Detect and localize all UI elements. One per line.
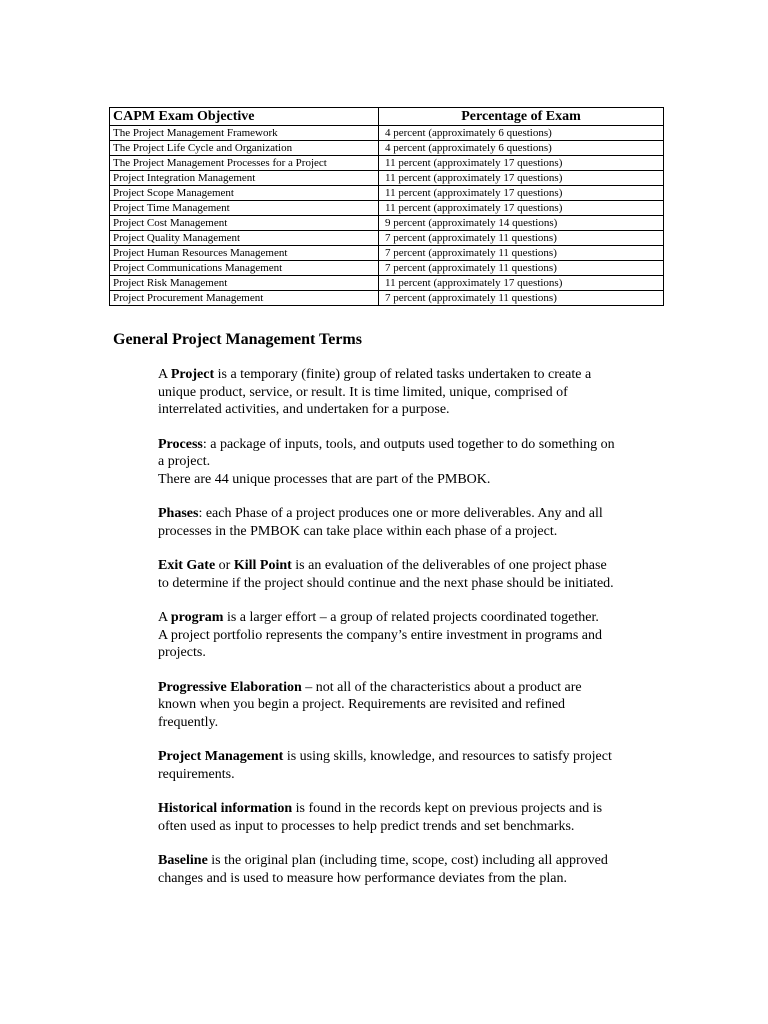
objective-cell: The Project Management Processes for a Project bbox=[110, 156, 379, 171]
table-row bbox=[110, 186, 664, 201]
percentage-cell: 11 percent (approximately 17 questions) bbox=[379, 201, 664, 216]
term-line bbox=[158, 575, 658, 593]
objective-cell: Project Risk Management bbox=[110, 276, 379, 291]
table-row bbox=[110, 246, 664, 261]
capm-exam-objectives-table bbox=[109, 107, 664, 306]
term-keyword: Phases bbox=[158, 506, 199, 521]
percentage-cell: 4 percent (approximately 6 questions) bbox=[379, 126, 664, 141]
term-keyword: Baseline bbox=[158, 853, 208, 868]
percentage-cell: 11 percent (approximately 17 questions) bbox=[379, 156, 664, 171]
term-paragraph bbox=[158, 366, 658, 419]
header-percentage-of-exam: Percentage of Exam bbox=[379, 108, 664, 126]
percentage-cell: 7 percent (approximately 11 questions) bbox=[379, 291, 664, 306]
percentage-cell: 11 percent (approximately 17 questions) bbox=[379, 171, 664, 186]
term-line bbox=[158, 609, 658, 627]
term-text: – not all of the characteristics about a product are bbox=[301, 679, 582, 695]
term-text: There are 44 unique processes that are part of the PMBOK. bbox=[158, 471, 491, 487]
term-text: processes in the PMBOK can take place within each phase of a project. bbox=[158, 523, 558, 539]
table-row bbox=[110, 231, 664, 246]
percentage-cell: 7 percent (approximately 11 questions) bbox=[379, 261, 664, 276]
term-text: unique product, service, or result. It is time limited, unique, comprised of bbox=[158, 384, 568, 400]
term-text: A bbox=[158, 367, 171, 382]
term-text: known when you begin a project. Requirements are revisited and refined bbox=[158, 697, 566, 712]
term-line bbox=[158, 436, 658, 454]
term-line bbox=[158, 384, 658, 402]
objective-cell: Project Integration Management bbox=[110, 171, 379, 186]
terms-list bbox=[158, 366, 658, 904]
term-keyword: Kill Point bbox=[233, 558, 292, 573]
table-row bbox=[110, 171, 664, 186]
term-text: is using skills, knowledge, and resources to satisfy project bbox=[283, 749, 612, 764]
table-header-row bbox=[110, 108, 664, 126]
term-paragraph bbox=[158, 800, 658, 835]
term-text: is the original plan (including time, scope, cost) including all approved bbox=[207, 853, 608, 868]
term-text: is an evaluation of the deliverables of one project phase bbox=[291, 558, 607, 573]
term-text: changes and is used to measure how performance deviates from the plan. bbox=[158, 870, 567, 886]
table-row bbox=[110, 201, 664, 216]
percentage-cell: 9 percent (approximately 14 questions) bbox=[379, 216, 664, 231]
term-line bbox=[158, 870, 658, 888]
table-row bbox=[110, 141, 664, 156]
term-paragraph bbox=[158, 609, 658, 662]
term-line bbox=[158, 557, 658, 575]
section-title: General Project Management Terms bbox=[113, 331, 362, 348]
term-text: to determine if the project should continue and the next phase should be initiated. bbox=[158, 575, 614, 591]
table-row bbox=[110, 276, 664, 291]
term-text: a project. bbox=[158, 454, 211, 469]
term-paragraph bbox=[158, 852, 658, 887]
term-line bbox=[158, 800, 658, 818]
term-keyword: Project Management bbox=[158, 749, 284, 764]
term-line bbox=[158, 401, 658, 419]
objective-cell: Project Communications Management bbox=[110, 261, 379, 276]
table-row bbox=[110, 216, 664, 231]
term-text: : a package of inputs, tools, and outputs used together to do something on bbox=[202, 436, 615, 452]
term-line bbox=[158, 644, 658, 662]
term-text: requirements. bbox=[158, 766, 235, 782]
term-line bbox=[158, 627, 658, 645]
objective-cell: The Project Management Framework bbox=[110, 126, 379, 141]
term-text: is found in the records kept on previous projects and is bbox=[292, 801, 603, 816]
term-text: A bbox=[158, 610, 171, 625]
term-line bbox=[158, 453, 658, 471]
term-text: A project portfolio represents the company’s entire investment in programs and bbox=[158, 627, 602, 643]
term-keyword: Project bbox=[170, 367, 215, 382]
term-keyword: Progressive Elaboration bbox=[158, 679, 302, 695]
term-keyword: Process bbox=[158, 436, 203, 452]
term-paragraph bbox=[158, 748, 658, 783]
term-line bbox=[158, 523, 658, 541]
objective-cell: Project Time Management bbox=[110, 201, 379, 216]
term-line bbox=[158, 471, 658, 489]
term-text: is a temporary (finite) group of related tasks undertaken to create a bbox=[214, 367, 592, 382]
term-paragraph bbox=[158, 505, 658, 540]
term-line bbox=[158, 818, 658, 836]
table-row bbox=[110, 156, 664, 171]
term-keyword: Exit Gate bbox=[158, 558, 216, 573]
term-text: or bbox=[215, 558, 234, 573]
percentage-cell: 7 percent (approximately 11 questions) bbox=[379, 246, 664, 261]
term-line bbox=[158, 748, 658, 766]
term-line bbox=[158, 696, 658, 714]
objective-cell: Project Procurement Management bbox=[110, 291, 379, 306]
table-row bbox=[110, 291, 664, 306]
term-text: : each Phase of a project produces one or more deliverables. Any and all bbox=[198, 506, 603, 521]
percentage-cell: 11 percent (approximately 17 questions) bbox=[379, 186, 664, 201]
term-line bbox=[158, 714, 658, 732]
term-paragraph bbox=[158, 679, 658, 732]
objective-cell: The Project Life Cycle and Organization bbox=[110, 141, 379, 156]
term-text: projects. bbox=[158, 645, 206, 660]
term-line bbox=[158, 366, 658, 384]
percentage-cell: 4 percent (approximately 6 questions) bbox=[379, 141, 664, 156]
objective-cell: Project Quality Management bbox=[110, 231, 379, 246]
term-line bbox=[158, 852, 658, 870]
term-paragraph bbox=[158, 436, 658, 489]
term-keyword: program bbox=[170, 610, 224, 625]
percentage-cell: 7 percent (approximately 11 questions) bbox=[379, 231, 664, 246]
term-keyword: Historical information bbox=[158, 801, 293, 816]
table-row bbox=[110, 126, 664, 141]
table-body bbox=[110, 126, 664, 306]
table-row bbox=[110, 261, 664, 276]
term-text: frequently. bbox=[158, 714, 219, 730]
objective-cell: Project Cost Management bbox=[110, 216, 379, 231]
percentage-cell: 11 percent (approximately 17 questions) bbox=[379, 276, 664, 291]
objective-cell: Project Human Resources Management bbox=[110, 246, 379, 261]
term-text: often used as input to processes to help predict trends and set benchmarks. bbox=[158, 818, 575, 834]
term-line bbox=[158, 505, 658, 523]
objective-cell: Project Scope Management bbox=[110, 186, 379, 201]
term-text: is a larger effort – a group of related projects coordinated together. bbox=[223, 610, 599, 625]
term-text: interrelated activities, and undertaken for a purpose. bbox=[158, 402, 450, 417]
term-line bbox=[158, 679, 658, 697]
header-exam-objective: CAPM Exam Objective bbox=[110, 108, 379, 126]
term-paragraph bbox=[158, 557, 658, 592]
term-line bbox=[158, 766, 658, 784]
